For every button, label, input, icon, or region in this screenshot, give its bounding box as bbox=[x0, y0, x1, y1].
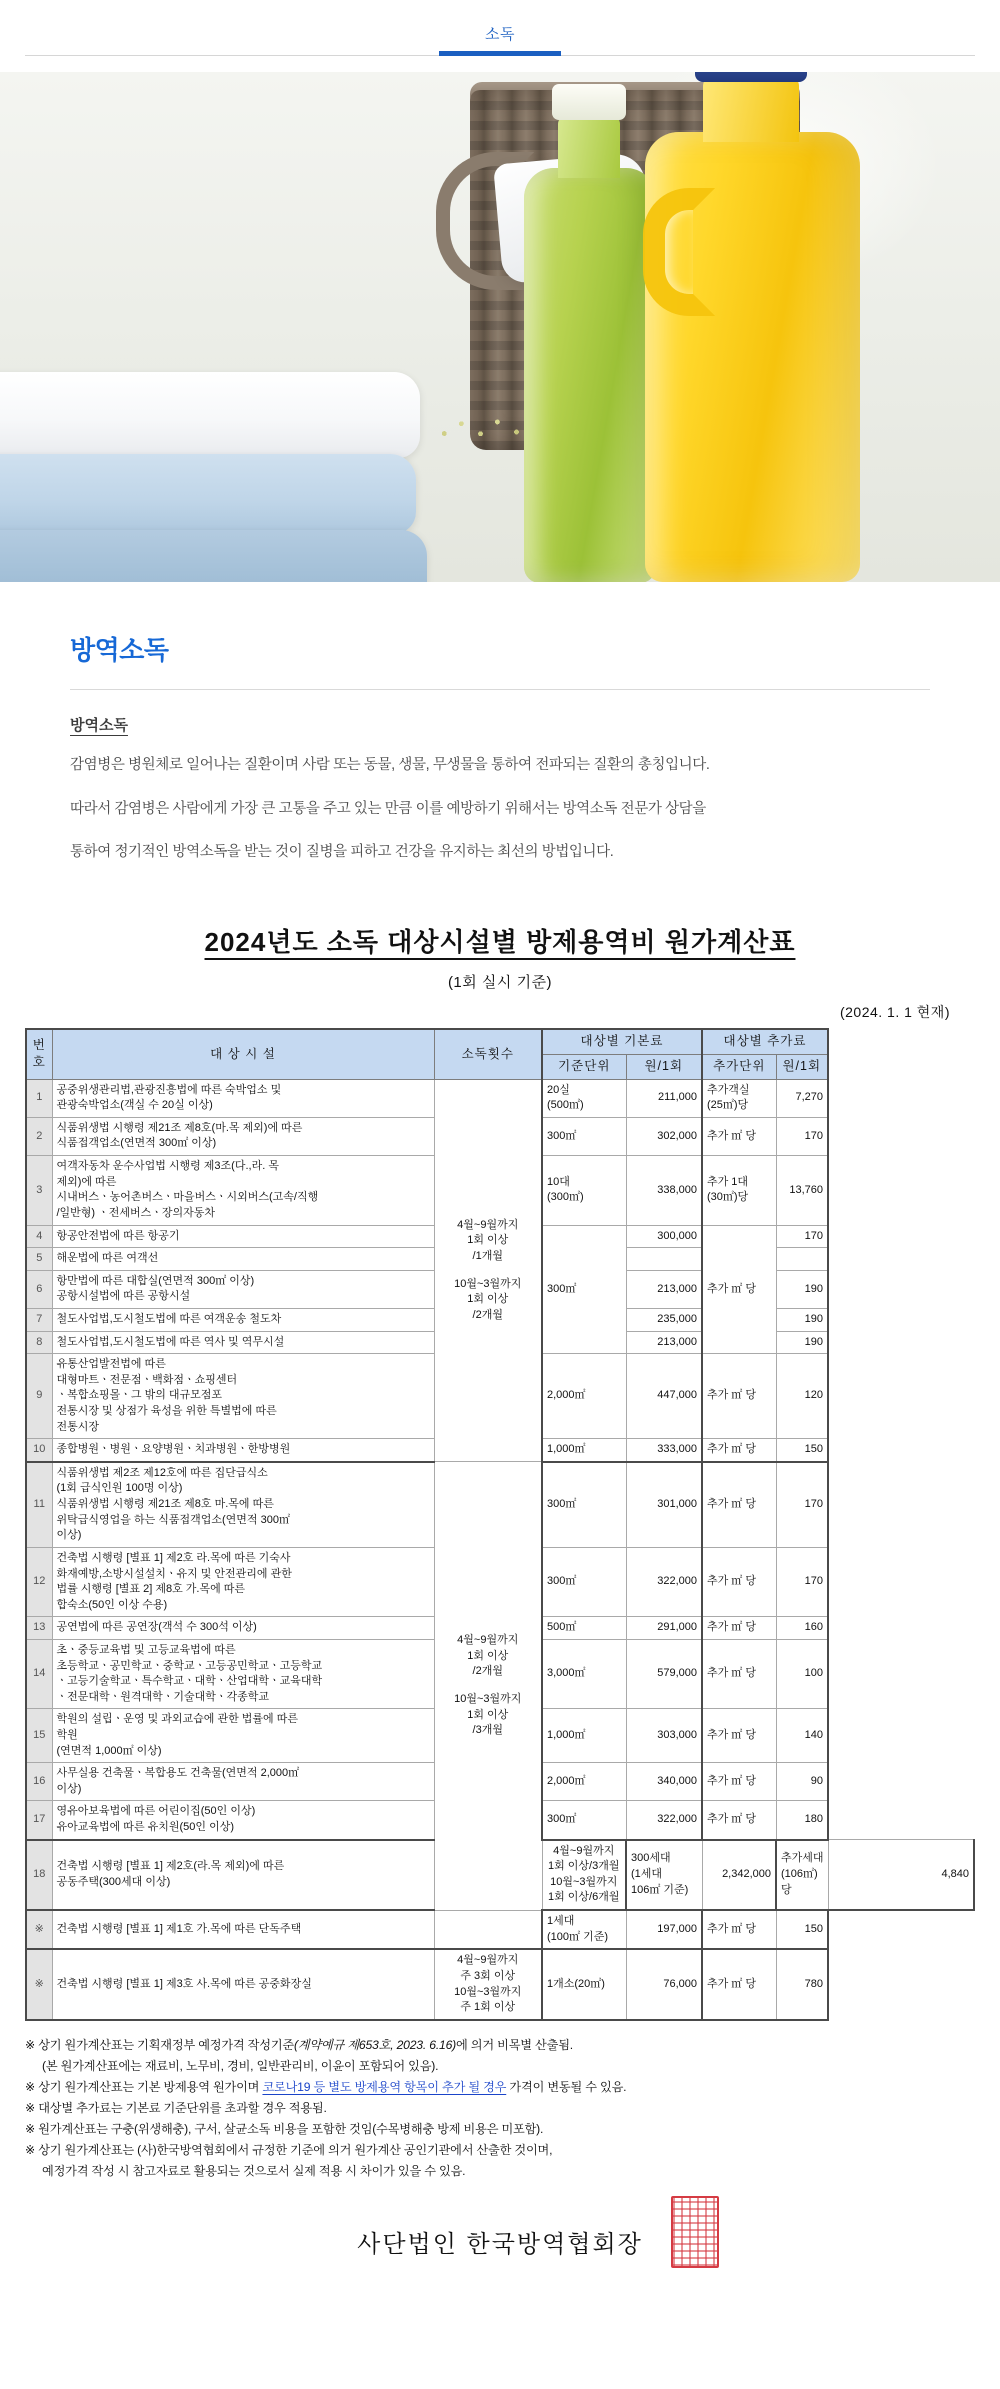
row-extra-unit: 추가 ㎡ 당 bbox=[702, 1354, 776, 1439]
row-facility bbox=[52, 1462, 434, 1548]
freq-line: 4월~9월까지 bbox=[457, 1634, 519, 1647]
row-extra-fee: 7,270 bbox=[776, 1079, 828, 1117]
row-base-unit: 300㎡ bbox=[542, 1462, 626, 1548]
th-extra-fee: 원/1회 bbox=[776, 1054, 828, 1079]
footnote-1 bbox=[25, 2035, 975, 2056]
row-base-fee: 322,000 bbox=[626, 1547, 702, 1616]
facility-line: 대형마트ㆍ전문점ㆍ백화점ㆍ쇼핑센터 bbox=[56, 1373, 238, 1386]
cost-table bbox=[25, 1028, 975, 2021]
extra-unit-line: 추가객실 bbox=[707, 1083, 750, 1096]
base-unit-line: 10대 bbox=[547, 1175, 570, 1188]
footnote-6: ※ 상기 원가계산표는 (사)한국방역협회에서 규정한 기준에 의거 원가계산 공인기관에서 산출한 것이며, bbox=[25, 2142, 553, 2157]
row-no: 12 bbox=[26, 1547, 52, 1616]
row-base-unit bbox=[542, 1079, 626, 1117]
table-row[interactable] bbox=[26, 1079, 974, 1117]
row-base-unit bbox=[626, 1840, 702, 1910]
freq-line: 1회 이상/3개월 bbox=[548, 1860, 620, 1873]
row-extra-unit bbox=[702, 1079, 776, 1117]
freq-line: /1개월 bbox=[472, 1249, 503, 1262]
facility-line: 사무실용 건축물ㆍ복합용도 건축물(연면적 2,000㎡ bbox=[56, 1767, 300, 1780]
row-no: 3 bbox=[26, 1156, 52, 1225]
cost-table-head bbox=[26, 1029, 974, 1079]
row-extra-fee: 13,760 bbox=[776, 1156, 828, 1225]
row-base-fee: 291,000 bbox=[626, 1617, 702, 1640]
towel-blue bbox=[0, 530, 427, 582]
freq-line: 4월~9월까지 bbox=[457, 1218, 519, 1231]
extra-unit-line: 추가 1대 bbox=[707, 1175, 749, 1188]
row-no: 4 bbox=[26, 1225, 52, 1248]
freq-line: 1회 이상 bbox=[467, 1649, 509, 1662]
row-extra-fee: 140 bbox=[776, 1709, 828, 1763]
footnote-text: 가격이 변동될 수 있음. bbox=[506, 2079, 627, 2094]
cost-sheet-subtitle: (1회 실시 기준) bbox=[447, 974, 553, 992]
row-frequency bbox=[434, 1910, 542, 1949]
row-extra-unit: 추가 ㎡ 당 bbox=[702, 1949, 776, 2019]
row-base-unit: 2,000㎡ bbox=[542, 1354, 626, 1439]
row-facility: 해운법에 따른 여객선 bbox=[52, 1248, 434, 1271]
row-extra-fee: 170 bbox=[776, 1117, 828, 1155]
row-no: 13 bbox=[26, 1617, 52, 1640]
article-paragraph-1: 감염병은 병원체로 일어나는 질환이며 사람 또는 동물, 생물, 무생물을 통하여 전파되는 질환의 총칭입니다. bbox=[70, 757, 710, 773]
yellow-detergent-bottle bbox=[645, 132, 860, 582]
th-base-fee: 원/1회 bbox=[626, 1054, 702, 1079]
row-facility bbox=[52, 1639, 434, 1708]
th-number-line2: 호 bbox=[32, 1055, 46, 1070]
row-facility bbox=[52, 1079, 434, 1117]
green-bottle-neck bbox=[558, 116, 620, 178]
table-row[interactable] bbox=[26, 1949, 974, 2019]
row-extra-unit: 추가 ㎡ 당 bbox=[702, 1617, 776, 1640]
hero-image bbox=[0, 72, 1000, 582]
row-extra-fee: 780 bbox=[776, 1949, 828, 2019]
row-no: 9 bbox=[26, 1354, 52, 1439]
yellow-bottle-neck bbox=[703, 76, 799, 142]
facility-line: 학원 bbox=[56, 1728, 78, 1741]
row-base-unit: 2,000㎡ bbox=[542, 1763, 626, 1801]
facility-line: (연면적 1,000㎡ 이상) bbox=[56, 1744, 162, 1757]
th-base-unit: 기준단위 bbox=[542, 1054, 626, 1079]
row-base-fee: 338,000 bbox=[626, 1156, 702, 1225]
table-row[interactable] bbox=[26, 1910, 974, 1949]
row-base-fee: 235,000 bbox=[626, 1308, 702, 1331]
freq-line: 10월~3월까지 bbox=[454, 1277, 522, 1290]
th-extra-group: 대상별 추가료 bbox=[702, 1029, 828, 1054]
row-extra-fee: 190 bbox=[776, 1308, 828, 1331]
row-base-fee: 579,000 bbox=[626, 1639, 702, 1708]
row-facility: 종합병원ㆍ병원ㆍ요양병원ㆍ치과병원ㆍ한방병원 bbox=[52, 1439, 434, 1462]
red-seal-stamp-icon bbox=[671, 2196, 719, 2268]
row-extra-unit: 추가 ㎡ 당 bbox=[702, 1763, 776, 1801]
row-base-unit: 1,000㎡ bbox=[542, 1709, 626, 1763]
freq-line: 주 1회 이상 bbox=[460, 2001, 516, 2014]
row-base-fee: 340,000 bbox=[626, 1763, 702, 1801]
cost-sheet-section bbox=[0, 882, 1000, 2258]
freq-line: 1회 이상 bbox=[467, 1293, 509, 1306]
row-no: 10 bbox=[26, 1439, 52, 1462]
th-number-line1: 번 bbox=[32, 1037, 46, 1052]
row-facility: 항공안전법에 따른 항공기 bbox=[52, 1225, 434, 1248]
freq-line: 주 3회 이상 bbox=[460, 1969, 516, 1982]
th-base-group: 대상별 기본료 bbox=[542, 1029, 702, 1054]
footnote-citation: (계약예규 제653호, 2023. 6.16) bbox=[293, 2037, 457, 2052]
facility-line: 공동주택(300세대 이상) bbox=[56, 1875, 171, 1888]
facility-line: ㆍ복합쇼핑몰ㆍ그 밖의 대규모점포 bbox=[56, 1389, 223, 1402]
row-extra-fee: 150 bbox=[776, 1910, 828, 1949]
th-facility: 대 상 시 설 bbox=[52, 1029, 434, 1079]
base-unit-line: (300㎡) bbox=[547, 1191, 584, 1204]
row-extra-unit: 추가 ㎡ 당 bbox=[702, 1639, 776, 1708]
facility-line: 건축법 시행령 [별표 1] 제2호 라.목에 따른 기숙사 bbox=[56, 1551, 291, 1564]
freq-line: /2개월 bbox=[472, 1665, 503, 1678]
footnote-2: (본 원가계산표에는 재료비, 노무비, 경비, 일반관리비, 이윤이 포함되어 있음). bbox=[42, 2058, 439, 2073]
row-extra-unit: 추가 ㎡ 당 bbox=[702, 1439, 776, 1462]
row-facility: 철도사업법,도시철도법에 따른 역사 및 역무시설 bbox=[52, 1331, 434, 1354]
row-base-fee: 333,000 bbox=[626, 1439, 702, 1462]
article-divider bbox=[70, 689, 930, 690]
th-number bbox=[26, 1029, 52, 1079]
row-base-fee: 197,000 bbox=[626, 1910, 702, 1949]
row-base-fee: 303,000 bbox=[626, 1709, 702, 1763]
row-extra-fee: 90 bbox=[776, 1763, 828, 1801]
tab-sodok[interactable]: 소독 bbox=[439, 23, 561, 56]
signature-text: 사단법인 한국방역협회장 bbox=[357, 2230, 643, 2258]
facility-line: ㆍ전문대학ㆍ원격대학ㆍ기술대학ㆍ각종학교 bbox=[56, 1690, 270, 1703]
yellow-bottle-handle bbox=[643, 188, 715, 316]
footnote-highlight-link[interactable]: 코로나19 등 별도 방제용역 항목이 추가 될 경우 bbox=[262, 2079, 507, 2094]
row-base-unit bbox=[542, 1910, 626, 1949]
facility-line: 초ㆍ중등교육법 및 고등교육법에 따른 bbox=[56, 1643, 236, 1656]
base-unit-line: 20실 bbox=[547, 1083, 570, 1096]
row-no: 11 bbox=[26, 1462, 52, 1548]
footnote-text: ※ 상기 원가계산표는 기획재정부 예정가격 작성기준 bbox=[25, 2037, 294, 2052]
row-no: 18 bbox=[26, 1840, 52, 1910]
facility-line: 건축법 시행령 [별표 1] 제2호(라.목 제외)에 따른 bbox=[56, 1860, 285, 1873]
freq-line: /3개월 bbox=[472, 1724, 503, 1737]
article-paragraph-3: 통하여 정기적인 방역소독을 받는 것이 질병을 피하고 건강을 유지하는 최선의 방법입니다. bbox=[70, 844, 614, 861]
row-extra-unit: 추가 ㎡ 당 bbox=[702, 1462, 776, 1548]
extra-unit-line: 추가세대 bbox=[781, 1852, 824, 1865]
row-facility bbox=[52, 1801, 434, 1840]
footnote-7: 예정가격 작성 시 참고자료로 활용되는 것으로서 실제 적용 시 차이가 있을 수 있음. bbox=[42, 2163, 466, 2178]
facility-line: 공중위생관리법,관광진흥법에 따른 숙박업소 및 bbox=[56, 1083, 282, 1096]
row-extra-fee: 170 bbox=[776, 1462, 828, 1548]
freq-line: 4월~9월까지 bbox=[553, 1844, 615, 1857]
row-frequency bbox=[434, 1949, 542, 2019]
row-facility bbox=[52, 1709, 434, 1763]
facility-line: 식품위생법 시행령 제21조 제8호 마.목에 따른 bbox=[56, 1498, 274, 1511]
extra-unit-line: (25㎡)당 bbox=[707, 1099, 749, 1112]
row-base-fee: 447,000 bbox=[626, 1354, 702, 1439]
row-base-fee: 302,000 bbox=[626, 1117, 702, 1155]
cost-sheet-title: 2024년도 소독 대상시설별 방제용역비 원가계산표 bbox=[204, 927, 796, 958]
row-base-unit: 300㎡ bbox=[542, 1801, 626, 1840]
row-frequency bbox=[434, 1079, 542, 1462]
row-base-fee: 211,000 bbox=[626, 1079, 702, 1117]
row-extra-unit: 추가 ㎡ 당 bbox=[702, 1117, 776, 1155]
base-unit-line: (1세대 bbox=[631, 1868, 663, 1881]
base-unit-line: 106㎡ 기준) bbox=[631, 1883, 689, 1896]
row-facility: 철도사업법,도시철도법에 따른 여객운송 철도차 bbox=[52, 1308, 434, 1331]
yellow-bottle-cap bbox=[695, 72, 807, 82]
facility-line: 유아교육법에 따른 유치원(50인 이상) bbox=[56, 1821, 234, 1834]
row-extra-fee: 170 bbox=[776, 1547, 828, 1616]
footnote-5: ※ 원가계산표는 구충(위생해충), 구서, 살균소독 비용을 포함한 것임(수목병해충 방제 비용은 미포함). bbox=[25, 2121, 544, 2136]
row-no: 16 bbox=[26, 1763, 52, 1801]
article-paragraph-2: 따라서 감염병은 사람에게 가장 큰 고통을 주고 있는 만큼 이를 예방하기 위해서는 방역소독 전문가 상담을 bbox=[70, 800, 706, 817]
freq-line: /2개월 bbox=[472, 1308, 503, 1321]
row-base-fee: 213,000 bbox=[626, 1270, 702, 1308]
towel-light-blue bbox=[0, 454, 416, 534]
row-base-unit: 1개소(20㎡) bbox=[542, 1949, 626, 2019]
extra-unit-line: (106㎡) bbox=[781, 1868, 818, 1881]
row-base-fee: 322,000 bbox=[626, 1801, 702, 1840]
row-extra-fee: 120 bbox=[776, 1354, 828, 1439]
facility-line: 이상) bbox=[56, 1529, 82, 1542]
row-frequency bbox=[542, 1840, 626, 1910]
freq-line: 1회 이상 bbox=[467, 1708, 509, 1721]
row-no: 17 bbox=[26, 1801, 52, 1840]
row-base-fee: 2,342,000 bbox=[702, 1840, 776, 1910]
row-base-unit: 300㎡ bbox=[542, 1117, 626, 1155]
facility-line: 법률 시행령 [별표 2] 제8호 가.목에 따른 bbox=[56, 1583, 246, 1596]
facility-line: 위탁급식영업을 하는 식품접객업소(연면적 300㎡ bbox=[56, 1513, 290, 1526]
row-no: 8 bbox=[26, 1331, 52, 1354]
row-extra-fee: 160 bbox=[776, 1617, 828, 1640]
freq-line: 10월~3월까지 bbox=[550, 1875, 618, 1888]
row-extra-unit: 추가 ㎡ 당 bbox=[702, 1801, 776, 1840]
row-extra-fee: 100 bbox=[776, 1639, 828, 1708]
row-base-unit: 1,000㎡ bbox=[542, 1439, 626, 1462]
row-no: ※ bbox=[26, 1949, 52, 2019]
facility-line: 초등학교ㆍ공민학교ㆍ중학교ㆍ고등공민학교ㆍ고등학교 bbox=[56, 1659, 323, 1672]
row-base-unit: 300㎡ bbox=[542, 1225, 626, 1354]
row-extra-fee: 190 bbox=[776, 1331, 828, 1354]
row-base-unit: 300㎡ bbox=[542, 1547, 626, 1616]
row-frequency bbox=[434, 1462, 542, 1910]
row-base-unit: 500㎡ bbox=[542, 1617, 626, 1640]
row-extra-fee: 190 bbox=[776, 1270, 828, 1308]
article-subheading: 방역소독 bbox=[70, 717, 128, 734]
row-extra-unit: 추가 ㎡ 당 bbox=[702, 1709, 776, 1763]
freq-line: 1회 이상/6개월 bbox=[548, 1891, 620, 1904]
facility-line: 여객자동차 운수사업법 시행령 제3조(다.,라. 목 bbox=[56, 1160, 279, 1173]
row-facility bbox=[52, 1840, 434, 1910]
footnote-text: 에 의거 비목별 산출됨. bbox=[456, 2037, 573, 2052]
cost-table-body bbox=[26, 1079, 974, 2020]
facility-line: 관광숙박업소(객실 수 20실 이상) bbox=[56, 1099, 213, 1112]
facility-line: 제외)에 따른 bbox=[56, 1175, 117, 1188]
row-no: 2 bbox=[26, 1117, 52, 1155]
row-extra-unit: 추가 ㎡ 당 bbox=[702, 1547, 776, 1616]
base-unit-line: (500㎡) bbox=[547, 1099, 584, 1112]
facility-line: 합숙소(50인 이상 수용) bbox=[56, 1598, 168, 1611]
top-tab-bar bbox=[0, 0, 1000, 56]
facility-line: 영유아보육법에 따른 어린이집(50인 이상) bbox=[56, 1805, 256, 1818]
facility-line: (1회 급식인원 100명 이상) bbox=[56, 1482, 183, 1495]
facility-line: 유통산업발전법에 따른 bbox=[56, 1358, 166, 1371]
freq-line: 10월~3월까지 bbox=[454, 1985, 522, 1998]
row-facility bbox=[52, 1117, 434, 1155]
row-extra-unit bbox=[702, 1156, 776, 1225]
footnote-text: ※ 상기 원가계산표는 기본 방제용역 원가이며 bbox=[25, 2079, 263, 2094]
extra-unit-line: (30㎡)당 bbox=[707, 1191, 749, 1204]
base-unit-line: 300세대 bbox=[631, 1852, 671, 1865]
row-facility: 건축법 시행령 [별표 1] 제3호 사.목에 따른 공중화장실 bbox=[52, 1949, 434, 2019]
green-detergent-bottle bbox=[524, 168, 656, 582]
signature-block bbox=[25, 2224, 975, 2259]
row-base-fee: 213,000 bbox=[626, 1331, 702, 1354]
row-facility: 건축법 시행령 [별표 1] 제1호 가.목에 따른 단독주택 bbox=[52, 1910, 434, 1949]
facility-line: 이상) bbox=[56, 1782, 82, 1795]
facility-line: 화재예방,소방시설설치ㆍ유지 및 안전관리에 관한 bbox=[56, 1567, 292, 1580]
article-section bbox=[0, 582, 1000, 868]
row-extra-fee: 4,840 bbox=[828, 1840, 974, 1910]
row-extra-unit: 추가 ㎡ 당 bbox=[702, 1910, 776, 1949]
row-facility bbox=[52, 1156, 434, 1225]
row-facility bbox=[52, 1763, 434, 1801]
row-no: 7 bbox=[26, 1308, 52, 1331]
freq-line: 1회 이상 bbox=[467, 1234, 509, 1247]
row-base-fee: 301,000 bbox=[626, 1462, 702, 1548]
towel-white bbox=[0, 372, 420, 458]
green-bottle-cap bbox=[552, 84, 626, 120]
facility-line: ㆍ고등기술학교ㆍ특수학교ㆍ대학ㆍ산업대학ㆍ교육대학 bbox=[56, 1675, 323, 1688]
row-facility bbox=[52, 1270, 434, 1308]
facility-line: 전통시장 bbox=[56, 1420, 100, 1433]
row-base-fee: 300,000 bbox=[626, 1225, 702, 1248]
facility-line: 전통시장 및 상점가 육성을 위한 특별법에 따른 bbox=[56, 1405, 277, 1418]
row-no: 5 bbox=[26, 1248, 52, 1271]
facility-line: 공항시설법에 따른 공항시설 bbox=[56, 1290, 191, 1303]
facility-line: 식품위생법 시행령 제21조 제8호(마.목 제외)에 따른 bbox=[56, 1121, 303, 1134]
row-no: ※ bbox=[26, 1910, 52, 1949]
facility-line: /일반형) ㆍ전세버스ㆍ장의자동차 bbox=[56, 1206, 216, 1219]
freq-line: 4월~9월까지 bbox=[457, 1954, 519, 1967]
footnotes bbox=[25, 2035, 975, 2182]
facility-line: 식품위생법 제2조 제12호에 따른 집단급식소 bbox=[56, 1466, 268, 1479]
base-unit-line: 1세대 bbox=[547, 1915, 575, 1928]
freq-line: 10월~3월까지 bbox=[454, 1692, 522, 1705]
facility-line: 식품접객업소(연면적 300㎡ 이상) bbox=[56, 1137, 217, 1150]
th-extra-unit: 추가단위 bbox=[702, 1054, 776, 1079]
row-facility: 공연법에 따른 공연장(객석 수 300석 이상) bbox=[52, 1617, 434, 1640]
row-facility bbox=[52, 1547, 434, 1616]
cost-sheet-as-of-date: (2024. 1. 1 현재) bbox=[839, 1004, 950, 1021]
facility-line: 시내버스ㆍ농어촌버스ㆍ마을버스ㆍ시외버스(고속/직행 bbox=[56, 1191, 319, 1204]
facility-line: 학원의 설립ㆍ운영 및 과외교습에 관한 법률에 따른 bbox=[56, 1713, 298, 1726]
row-no: 14 bbox=[26, 1639, 52, 1708]
footnote-3 bbox=[25, 2077, 975, 2098]
row-base-unit: 3,000㎡ bbox=[542, 1639, 626, 1708]
row-base-fee: 76,000 bbox=[626, 1949, 702, 2019]
row-extra-fee: 170 bbox=[776, 1225, 828, 1248]
footnote-4: ※ 대상별 추가료는 기본료 기준단위를 초과할 경우 적용됨. bbox=[25, 2100, 327, 2115]
row-no: 15 bbox=[26, 1709, 52, 1763]
row-extra-fee: 180 bbox=[776, 1801, 828, 1840]
row-base-fee bbox=[626, 1248, 702, 1271]
row-extra-fee: 150 bbox=[776, 1439, 828, 1462]
row-extra-unit: 추가 ㎡ 당 bbox=[702, 1225, 776, 1354]
row-extra-fee bbox=[776, 1248, 828, 1271]
table-row[interactable] bbox=[26, 1462, 974, 1548]
extra-unit-line: 당 bbox=[781, 1883, 792, 1896]
row-base-unit bbox=[542, 1156, 626, 1225]
facility-line: 항만법에 따른 대합실(연면적 300㎡ 이상) bbox=[56, 1274, 255, 1287]
row-extra-unit bbox=[776, 1840, 828, 1910]
th-frequency: 소독횟수 bbox=[434, 1029, 542, 1079]
row-no: 6 bbox=[26, 1270, 52, 1308]
row-no: 1 bbox=[26, 1079, 52, 1117]
row-facility bbox=[52, 1354, 434, 1439]
base-unit-line: (100㎡ 기준) bbox=[547, 1930, 608, 1943]
article-heading: 방역소독 bbox=[70, 635, 169, 665]
